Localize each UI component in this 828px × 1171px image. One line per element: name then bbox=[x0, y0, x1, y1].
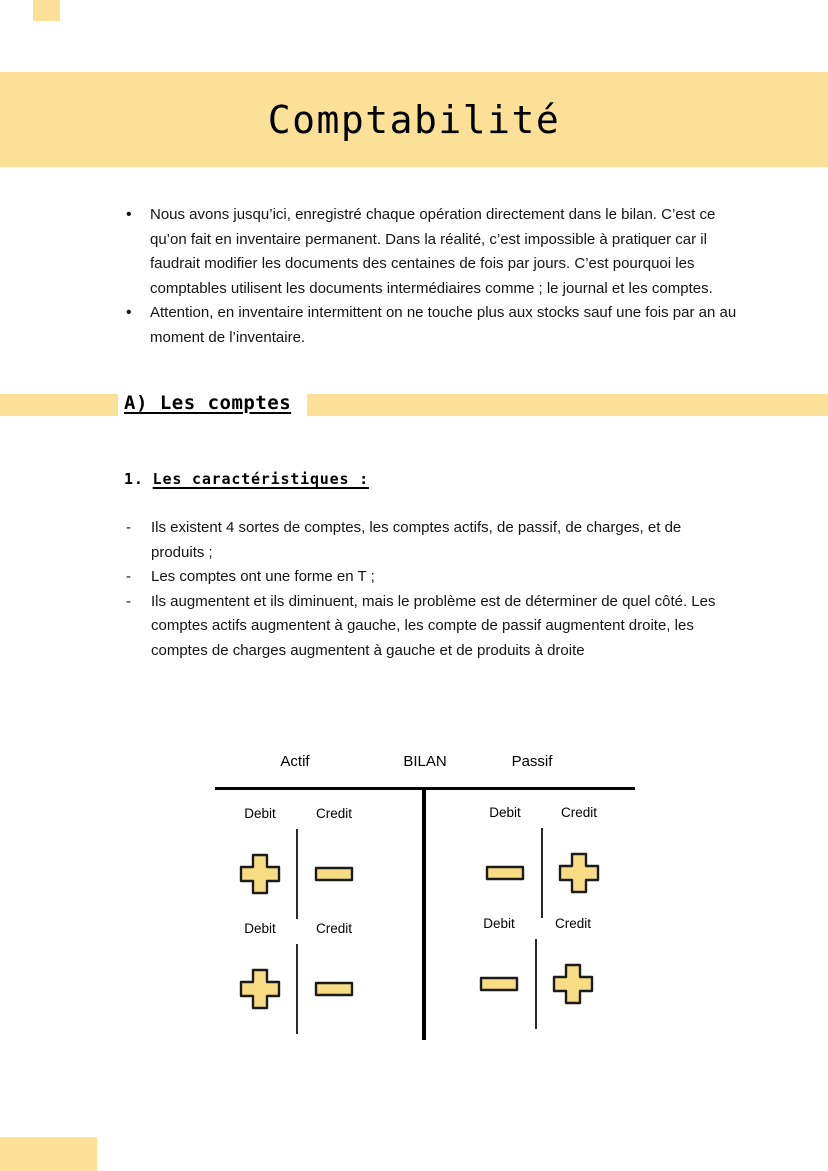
credit-cell bbox=[297, 829, 371, 919]
dash-item: - Ils existent 4 sortes de comptes, les comptes actifs, de passif, de charges, et de produits ; bbox=[124, 516, 738, 565]
credit-label: Credit bbox=[315, 921, 352, 936]
credit-label: Credit bbox=[554, 916, 591, 931]
t-account-actif-top bbox=[223, 806, 371, 919]
t-account-column-labels bbox=[462, 916, 610, 931]
debit-label: Debit bbox=[244, 806, 276, 821]
t-account-passif-top bbox=[468, 805, 616, 918]
t-account-body bbox=[223, 944, 371, 1034]
minus-icon bbox=[479, 976, 519, 992]
plus-icon bbox=[558, 852, 600, 894]
minus-icon bbox=[485, 865, 525, 881]
plus-icon bbox=[239, 968, 281, 1010]
intro-bullet-list bbox=[124, 203, 738, 350]
section-heading-text: A) Les comptes bbox=[124, 392, 292, 414]
t-account-body bbox=[468, 828, 616, 918]
minus-icon bbox=[314, 866, 354, 882]
actif-label: Actif bbox=[280, 753, 310, 770]
debit-label: Debit bbox=[489, 805, 521, 820]
t-account-passif-bottom bbox=[462, 916, 610, 1029]
plus-icon bbox=[552, 963, 594, 1005]
bullet-item: • Attention, en inventaire intermittent on ne touche plus aux stocks sauf une fois par an au moment de l’inventaire. bbox=[124, 301, 738, 350]
subsection-title: Les caractéristiques : bbox=[152, 470, 369, 488]
t-account-column-labels bbox=[223, 921, 371, 936]
debit-label: Debit bbox=[483, 916, 515, 931]
section-heading bbox=[118, 389, 307, 419]
subsection-heading bbox=[124, 470, 369, 488]
debit-cell bbox=[468, 828, 542, 918]
t-account-column-labels bbox=[468, 805, 616, 820]
plus-icon bbox=[239, 853, 281, 895]
t-account-body bbox=[223, 829, 371, 919]
credit-cell bbox=[542, 828, 616, 918]
page-edge-highlight-bottom bbox=[0, 1137, 97, 1171]
t-account-actif-bottom bbox=[223, 921, 371, 1034]
page-title: Comptabilité bbox=[267, 97, 561, 142]
characteristics-list bbox=[124, 516, 738, 663]
bilan-vertical-divider bbox=[422, 787, 426, 1040]
credit-label: Credit bbox=[315, 806, 352, 821]
dash-item: - Les comptes ont une forme en T ; bbox=[124, 565, 738, 590]
title-banner bbox=[0, 72, 828, 167]
t-account-column-labels bbox=[223, 806, 371, 821]
debit-cell bbox=[462, 939, 536, 1029]
debit-cell bbox=[223, 944, 297, 1034]
dash-item: - Ils augmentent et ils diminuent, mais le problème est de déterminer de quel côté. Les comptes actifs augmentent à gauche, les compte de passif augmentent droite, les comptes de charges augmentent à gauche et de produits à droite bbox=[124, 590, 738, 664]
debit-cell bbox=[223, 829, 297, 919]
bullet-item: • Nous avons jusqu’ici, enregistré chaque opération directement dans le bilan. C’est ce qu’on fait en inventaire permanent. Dans la réalité, c’est impossible à pratiquer car il faudrait modifier les documents des centaines de fois par jours. C’est pourquoi les comptables utilisent les documents intermédiaires comme ; le journal et les comptes. bbox=[124, 203, 738, 301]
bilan-label: BILAN bbox=[403, 753, 447, 770]
subsection-number: 1. bbox=[124, 470, 144, 488]
minus-icon bbox=[314, 981, 354, 997]
passif-label: Passif bbox=[511, 753, 553, 770]
credit-cell bbox=[297, 944, 371, 1034]
credit-cell bbox=[536, 939, 610, 1029]
debit-label: Debit bbox=[244, 921, 276, 936]
page-edge-highlight-top bbox=[33, 0, 60, 21]
credit-label: Credit bbox=[560, 805, 597, 820]
t-account-body bbox=[462, 939, 610, 1029]
